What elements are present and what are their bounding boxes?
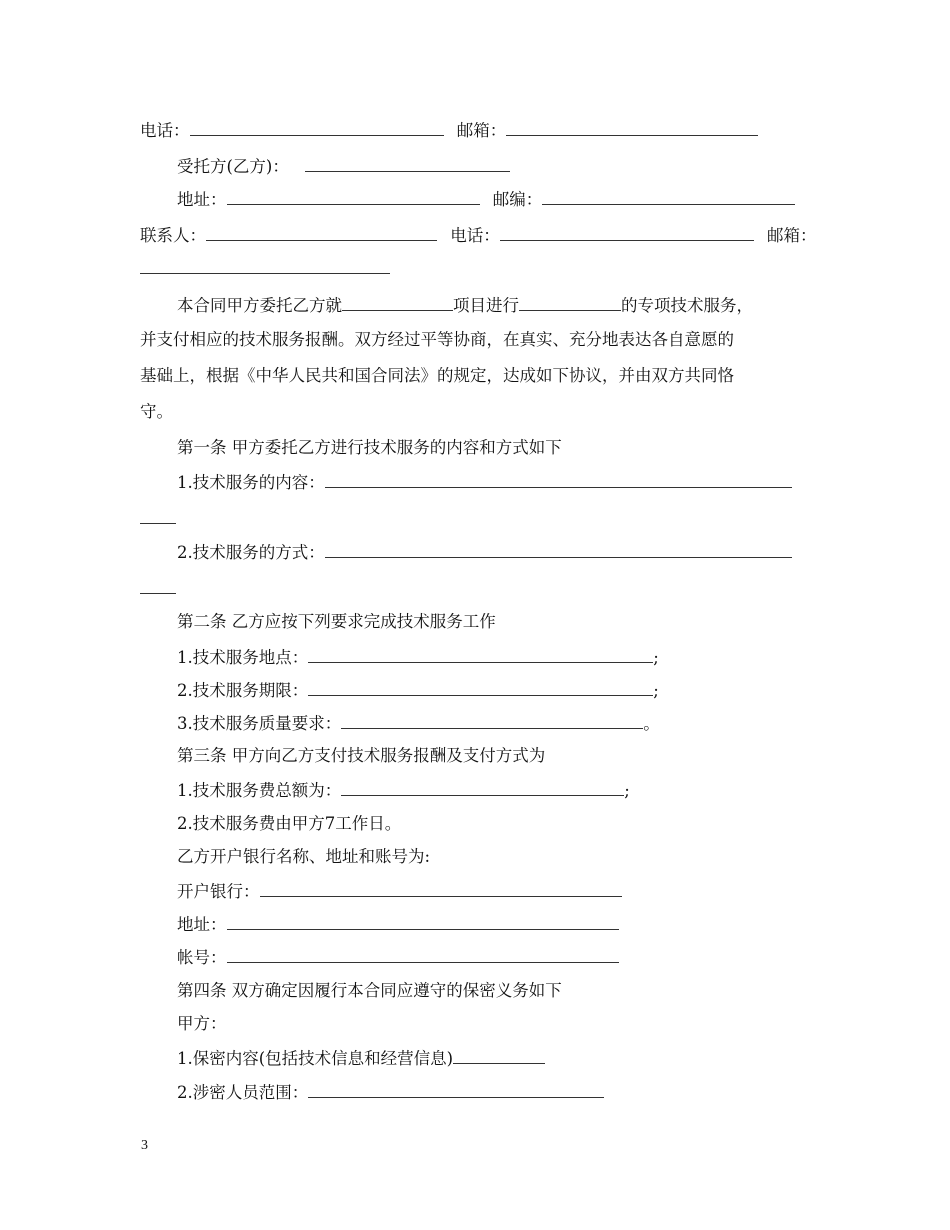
article-4-item-1-label: 1.保密内容(包括技术信息和经营信息) (177, 1049, 454, 1068)
intro-line-1 (177, 293, 753, 317)
article-4-item-2-label: 2.涉密人员范围： (177, 1083, 309, 1102)
service-method-blank-cont (140, 576, 176, 594)
phone-label: 电话： (140, 121, 190, 140)
address-label: 地址： (177, 190, 227, 209)
email-blank (506, 118, 758, 136)
confidential-content-blank (453, 1046, 545, 1064)
email-blank-row (140, 256, 390, 280)
email-label-2: 邮箱： (767, 226, 817, 245)
article-2-item-3-end: 。 (643, 714, 660, 733)
article-1-item-1 (177, 470, 792, 494)
service-location-blank (308, 645, 653, 663)
phone-label-2: 电话： (450, 226, 500, 245)
article-1-item-2-label: 2.技术服务的方式： (177, 543, 325, 562)
contact-person-row (140, 223, 817, 247)
service-fee-blank (341, 778, 624, 796)
bank-intro: 乙方开户银行名称、地址和账号为: (177, 847, 431, 866)
article-2-item-3 (177, 711, 660, 735)
article-3-title: 第三条 甲方向乙方支付技术服务报酬及支付方式为 (177, 746, 546, 765)
bank-address-blank (227, 912, 619, 930)
article-2-title: 第二条 乙方应按下列要求完成技术服务工作 (177, 612, 496, 631)
article-2-item-1 (177, 645, 659, 669)
bank-address-row (177, 912, 619, 936)
intro-p1-c: 的专项技术服务， (621, 296, 753, 315)
article-2-item-1-label: 1.技术服务地点： (177, 648, 309, 667)
article-2-item-3-label: 3.技术服务质量要求： (177, 714, 342, 733)
phone-blank (190, 118, 444, 136)
service-period-blank (308, 678, 653, 696)
postcode-blank (542, 187, 795, 205)
bank-address-label: 地址： (177, 915, 227, 934)
article-2-item-2-label: 2.技术服务期限： (177, 681, 309, 700)
article-4-item-2 (177, 1080, 604, 1104)
bank-label: 开户银行： (177, 882, 260, 901)
intro-p1-a: 本合同甲方委托乙方就 (177, 296, 342, 315)
service-content-blank-cont (140, 506, 176, 524)
service-blank (519, 293, 621, 311)
intro-p1-b: 项目进行 (453, 296, 519, 315)
project-blank (342, 293, 453, 311)
article-3-item-1-end: ; (624, 781, 630, 800)
service-quality-blank (341, 711, 643, 729)
service-content-blank (325, 470, 792, 488)
service-method-blank (325, 540, 792, 558)
article-4-title: 第四条 双方确定因履行本合同应遵守的保密义务如下 (177, 981, 562, 1000)
intro-line-4: 守。 (140, 402, 173, 421)
account-blank (227, 945, 619, 963)
page-number: 3 (141, 1138, 148, 1153)
article-4-item-1 (177, 1046, 545, 1070)
account-label: 帐号： (177, 948, 227, 967)
phone-email-row (140, 118, 758, 142)
article-1-title: 第一条 甲方委托乙方进行技术服务的内容和方式如下 (177, 438, 562, 457)
trustee-label: 受托方(乙方)： (177, 157, 289, 176)
party-a-label: 甲方： (177, 1014, 227, 1033)
confidential-personnel-blank (308, 1080, 604, 1098)
trustee-blank (305, 154, 510, 172)
bank-row (177, 879, 622, 903)
phone-blank-2 (500, 223, 754, 241)
intro-line-3: 基础上，根据《中华人民共和国合同法》的规定，达成如下协议，并由双方共同恪 (140, 366, 734, 385)
postcode-label: 邮编： (492, 190, 543, 209)
email-label: 邮箱： (456, 121, 507, 140)
contact-person-label: 联系人： (140, 226, 206, 245)
article-1-item-1-label: 1.技术服务的内容： (177, 473, 325, 492)
address-postcode-row (177, 187, 795, 211)
article-3-item-1 (177, 778, 630, 802)
article-2-item-1-end: ; (653, 648, 659, 667)
address-blank (227, 187, 480, 205)
article-1-item-2-cont (140, 576, 176, 600)
article-3-item-1-label: 1.技术服务费总额为： (177, 781, 342, 800)
bank-blank (260, 879, 622, 897)
trustee-row (177, 154, 510, 178)
account-row (177, 945, 619, 969)
article-2-item-2 (177, 678, 659, 702)
article-1-item-1-cont (140, 506, 176, 530)
article-2-item-2-end: ; (653, 681, 659, 700)
email-blank-2 (140, 256, 390, 274)
intro-line-2: 并支付相应的技术服务报酬。双方经过平等协商，在真实、充分地表达各自意愿的 (140, 330, 734, 349)
article-1-item-2 (177, 540, 792, 564)
contact-person-blank (206, 223, 437, 241)
article-3-item-2: 2.技术服务费由甲方7工作日。 (177, 814, 402, 833)
